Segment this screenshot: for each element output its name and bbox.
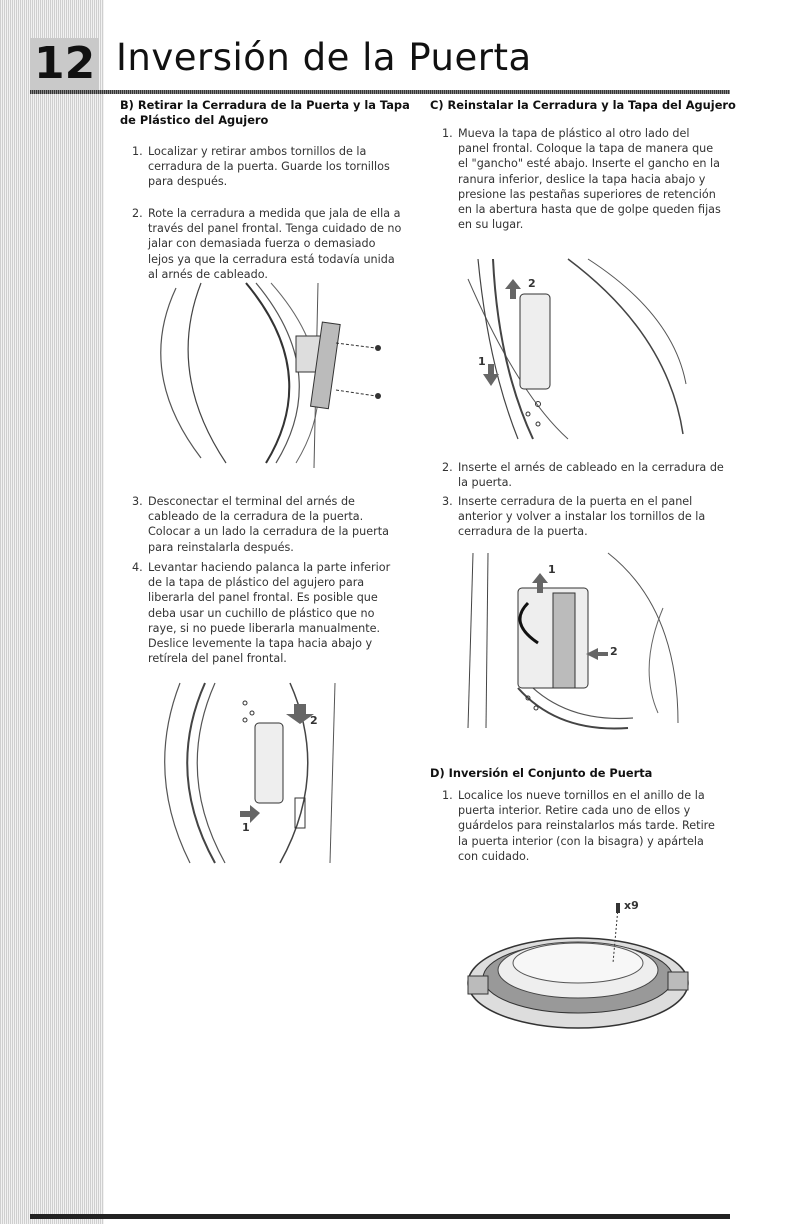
step-text: Desconectar el terminal del arnés de cableado de la cerradura de la puerta. Colocar a un lado la cerradura de la puerta para reinstalarla después. (148, 495, 389, 554)
step-b1 (132, 144, 402, 190)
footer-rule (30, 1214, 730, 1219)
step-text: Rote la cerradura a medida que jala de ella a través del panel frontal. Tenga cuidado de no jalar con demasiada fuerza o demasiado lejos ya que la cerradura está todavía unida al arnés de cableado. (148, 207, 402, 281)
figure-cover-install (458, 254, 688, 444)
step-text: Localice los nueve tornillos en el anillo de la puerta interior. Retire cada uno de ellos y guárdelos para reinstalarlos más tarde. Retire la puerta interior (con la bisagra) y apártela con cuidado. (458, 789, 715, 863)
step-text: Mueva la tapa de plástico al otro lado del panel frontal. Coloque la tapa de manera que el "gancho" esté abajo. Inserte el gancho en la ranura inferior, deslice la tapa hacia abajo y presione las pestañas superiores de retención en la abertura hasta que de golpe queden fijas en su lugar. (458, 127, 721, 232)
callout-2: 2 (310, 714, 318, 727)
figure-lock-removal (146, 278, 386, 468)
step-b2 (132, 206, 402, 282)
section-d-heading: D) Inversión el Conjunto de Puerta (430, 766, 653, 780)
step-text: Levantar haciendo palanca la parte inferior de la tapa de plástico del agujero para liberarla del panel frontal. Es posible que deba usar un cuchillo de plástico que no raye, si no puede liberarla manualmente. Deslice levemente la tapa hacia abajo y retírela del panel frontal. (148, 561, 391, 666)
page-title: Inversión de la Puerta (116, 36, 532, 79)
step-number: 2. (442, 461, 453, 474)
page-number: 12 (30, 38, 99, 90)
step-text: Localizar y retirar ambos tornillos de la cerradura de la puerta. Guarde los tornillos para después. (148, 145, 390, 189)
figure-lock-install (458, 548, 688, 733)
step-c3 (442, 494, 724, 540)
section-b-heading: B) Retirar la Cerradura de la Puerta y la Tapa de Plástico del Agujero (120, 98, 410, 127)
screw-count-label: x9 (624, 899, 639, 912)
sidebar-pattern (0, 0, 104, 1224)
figure-cover-removal (160, 678, 380, 868)
step-number: 3. (442, 495, 453, 508)
header-rule (30, 90, 730, 94)
step-number: 1. (442, 789, 453, 802)
section-c (430, 98, 736, 912)
step-d1 (442, 788, 724, 864)
figure-door-ring (458, 888, 698, 1058)
section-c-heading: C) Reinstalar la Cerradura y la Tapa del Agujero (430, 98, 736, 112)
step-text: Inserte el arnés de cableado en la cerradura de la puerta. (458, 461, 724, 490)
step-number: 1. (132, 145, 143, 158)
callout-1: 1 (548, 563, 556, 576)
callout-1: 1 (478, 355, 486, 368)
step-c2 (442, 460, 724, 490)
step-number: 4. (132, 561, 143, 574)
callout-2: 2 (528, 277, 536, 290)
section-b (120, 98, 420, 834)
step-number: 1. (442, 127, 453, 140)
step-text: Inserte cerradura de la puerta en el panel anterior y volver a instalar los tornillos de la cerradura de la puerta. (458, 495, 706, 539)
step-b3 (132, 494, 402, 555)
callout-2: 2 (610, 645, 618, 658)
step-b4 (132, 560, 402, 666)
callout-1: 1 (242, 821, 250, 834)
step-number: 2. (132, 207, 143, 220)
step-c1 (442, 126, 724, 232)
step-number: 3. (132, 495, 143, 508)
